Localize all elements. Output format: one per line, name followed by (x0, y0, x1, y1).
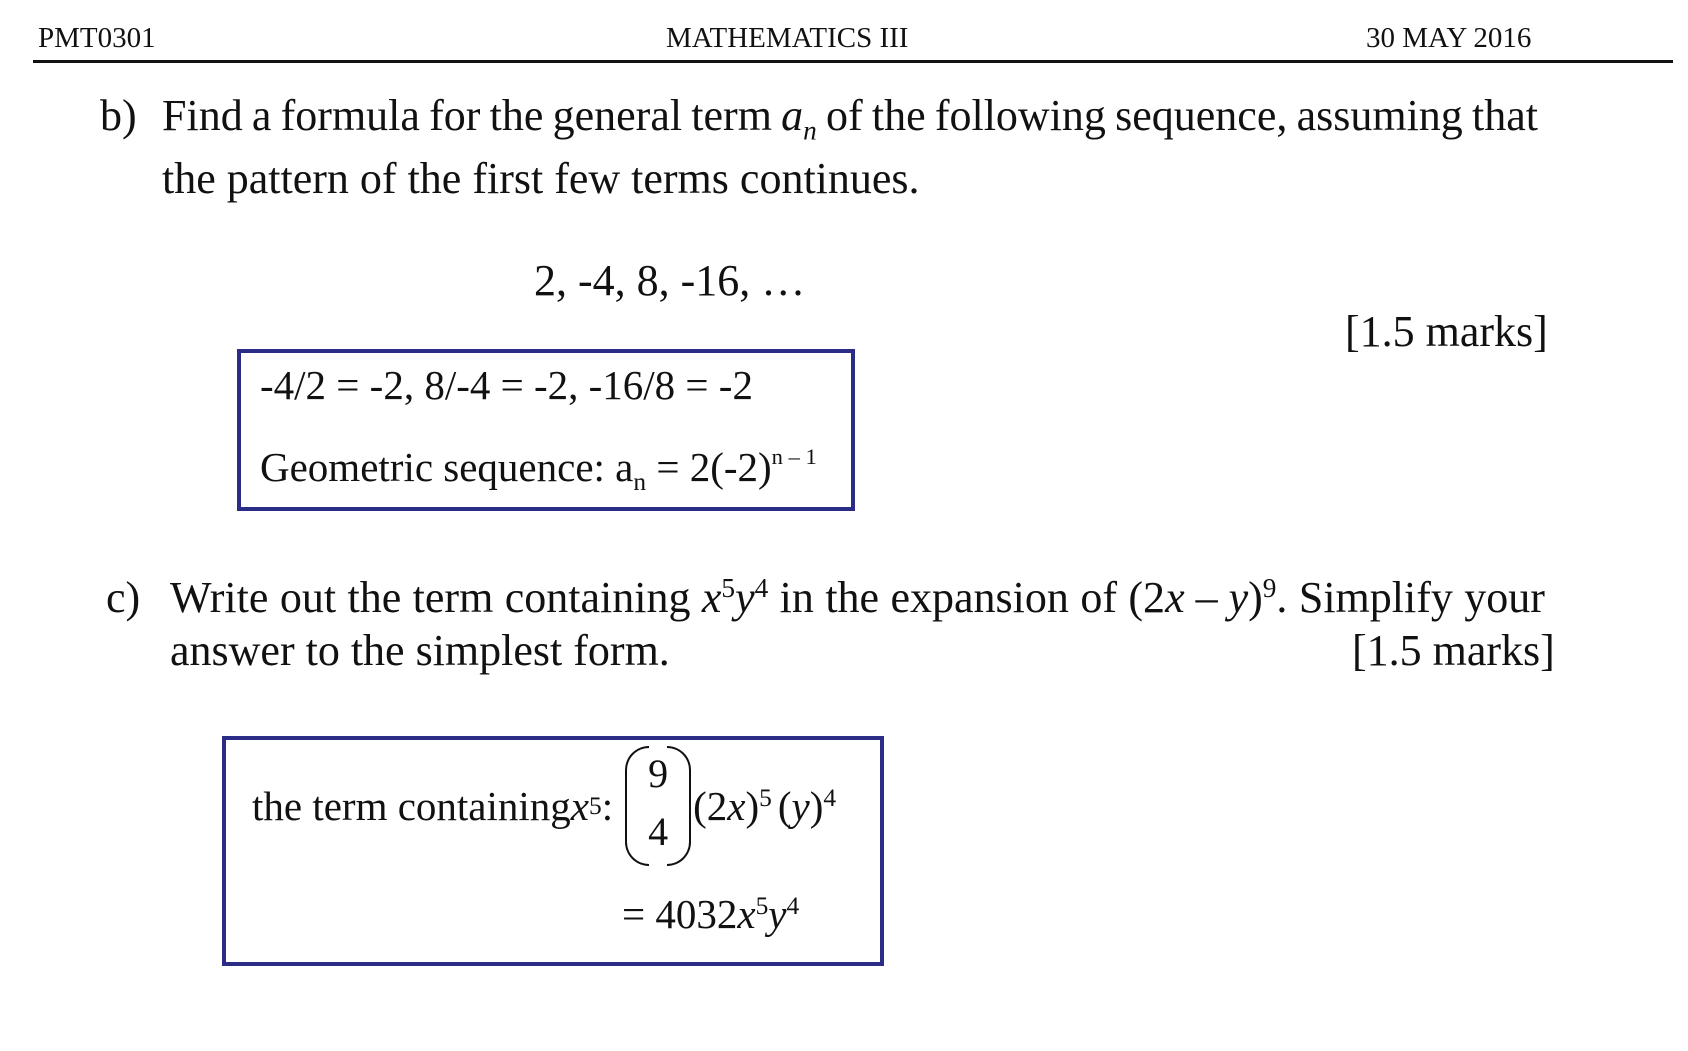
question-c-line1: Write out the term containing $x^5y^4$ in the expansion of (2x – y)$^9$. Simplify your (170, 573, 1545, 622)
question-b-line2: the pattern of the first few terms continues. (162, 154, 920, 203)
header-date: 30 MAY 2016 (1366, 22, 1532, 54)
term-an: $a_n$ (781, 91, 817, 146)
term-x5y4: $x^5y^4$ (701, 573, 769, 622)
answer-box-c (222, 736, 884, 966)
binom-bottom: 4 (648, 809, 669, 854)
question-c-line2: answer to the simplest form. (170, 626, 670, 675)
header-subject: MATHEMATICS III (666, 22, 909, 54)
answer-b-line1: -4/2 = -2, 8/-4 = -2, -16/8 = -2 (260, 362, 753, 408)
expression: (2x – y)$^9$. (1128, 573, 1288, 622)
question-c-label: c) (106, 573, 141, 622)
factor-y4: $(y)^4$ (777, 783, 837, 829)
answer-c-result: = $4032x^5y^4$ (622, 891, 800, 937)
answer-c-line1: the term containing x 5 : 9 4 $(2x)^5$ $(y)^4$ (252, 746, 836, 866)
question-c-marks: [1.5 marks] (1352, 626, 1555, 675)
answer-box-b (237, 349, 855, 511)
header-rule (33, 60, 1673, 63)
question-b-marks: [1.5 marks] (1345, 307, 1548, 356)
question-b-line1: Find a formula for the general term $a_n$ of the following sequence, assuming that (162, 91, 1538, 146)
right-paren (667, 746, 691, 866)
question-b-label: b) (100, 91, 137, 140)
factor-2x5: $(2x)^5$ (693, 783, 772, 829)
binom-top: 9 (648, 751, 669, 796)
sequence: 2, -4, 8, -16, … (534, 256, 806, 305)
answer-b-line2: Geometric sequence: $a_n = 2(-2)^{n - 1}$ (260, 444, 817, 496)
binomial-coefficient (625, 746, 691, 866)
header-code: PMT0301 (38, 22, 156, 54)
